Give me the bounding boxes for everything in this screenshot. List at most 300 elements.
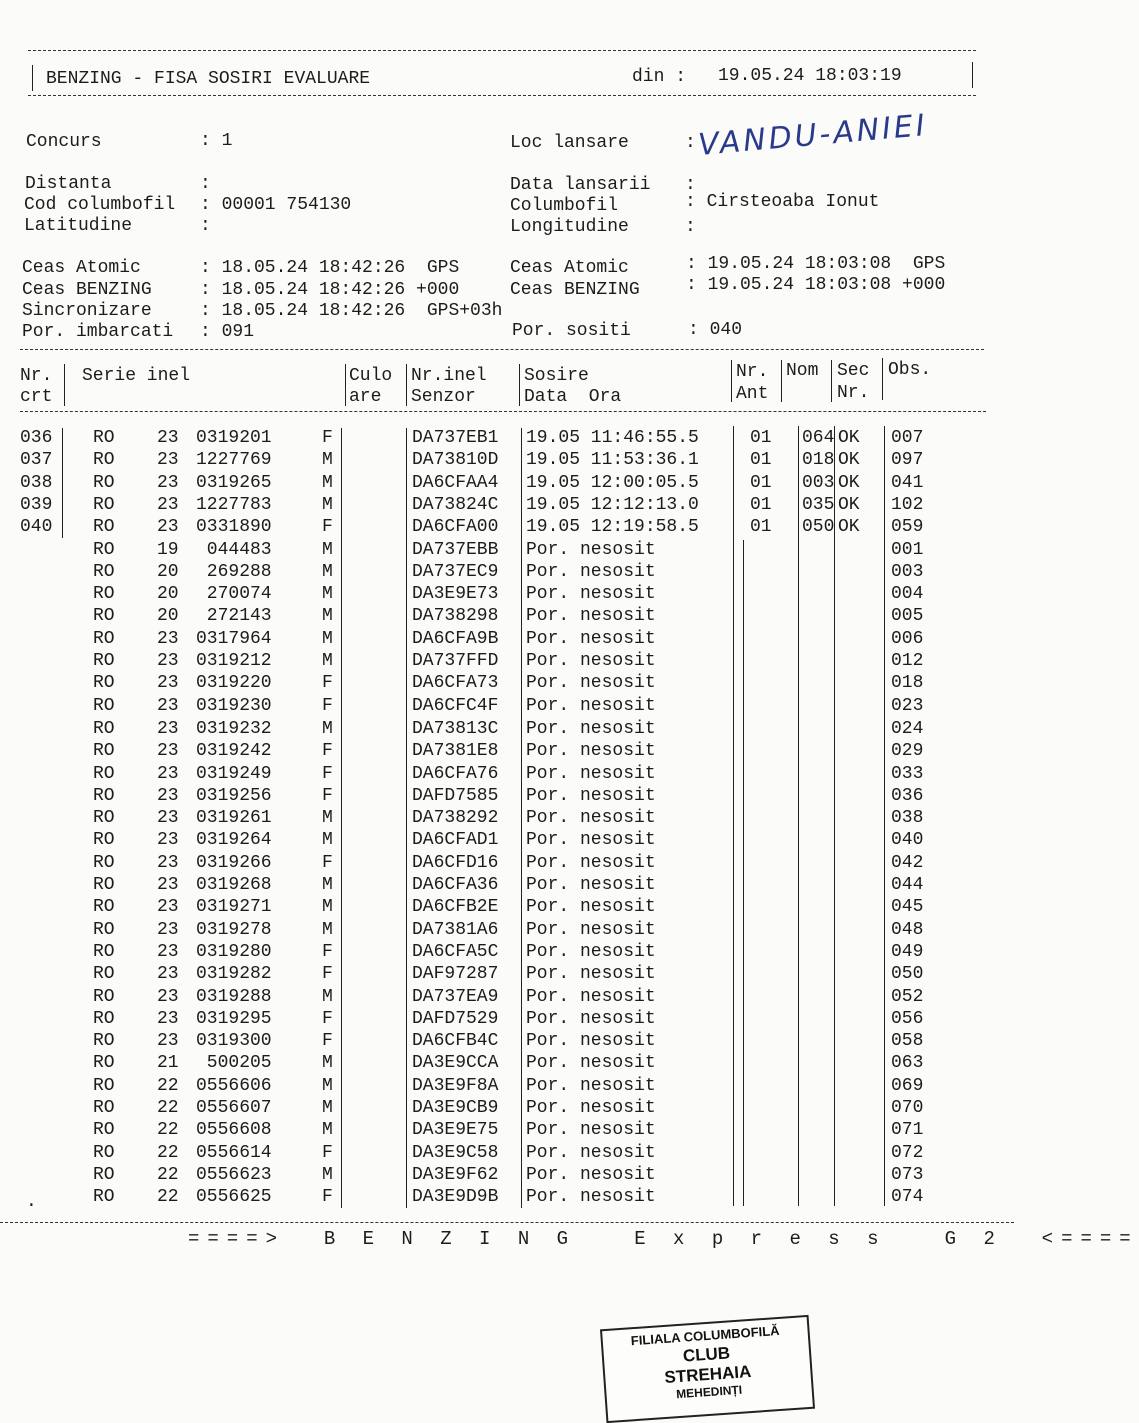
cell-tara: RO <box>93 897 115 918</box>
col-header-nr-inel: Nr.inel <box>411 366 487 386</box>
cell-sec: OK <box>838 450 860 471</box>
cell-sex: F <box>322 1187 333 1208</box>
table-row <box>0 473 1024 495</box>
col-header-senzor: Senzor <box>411 387 476 407</box>
table-row <box>0 1143 1024 1165</box>
cell-senzor: DA73824C <box>412 494 499 515</box>
cell-inel: 0556623 <box>196 1164 272 1185</box>
cell-obs: 069 <box>891 1075 924 1096</box>
club-stamp <box>600 1315 815 1423</box>
cell-tara: RO <box>93 718 115 739</box>
cell-sosire: Por. nesosit <box>526 718 656 739</box>
cell-senzor: DA3E9CCA <box>412 1053 499 1074</box>
cell-an: 23 <box>157 763 179 784</box>
cell-inel: 0319264 <box>196 830 272 851</box>
table-row <box>0 673 1024 695</box>
cell-tara: RO <box>93 875 115 895</box>
cell-sex: M <box>322 1053 333 1074</box>
cell-obs: 072 <box>891 1142 924 1163</box>
cell-obs: 040 <box>891 830 924 851</box>
cell-tara: RO <box>93 517 115 538</box>
cell-tara: RO <box>93 741 115 762</box>
cell-sosire: Por. nesosit <box>526 875 656 895</box>
cell-sosire: Por. nesosit <box>526 561 656 582</box>
cell-inel: 0319249 <box>196 763 272 784</box>
col-header-data-ora: Data Ora <box>524 387 622 407</box>
cell-sex: F <box>322 741 333 762</box>
cell-inel: 0319295 <box>196 1008 272 1029</box>
cell-inel: 044483 <box>196 539 272 560</box>
table-row <box>0 517 1024 539</box>
cell-tara: RO <box>93 919 115 940</box>
cod-columbofil-label: Cod columbofil <box>24 195 176 215</box>
cell-nom: 018 <box>802 450 835 471</box>
cell-sosire: Por. nesosit <box>526 1120 656 1141</box>
cell-sex: M <box>322 875 333 895</box>
cell-senzor: DA6CFB2E <box>412 897 499 918</box>
cell-inel: 1227769 <box>196 450 272 471</box>
table-row <box>0 428 1024 450</box>
table-row <box>0 942 1024 964</box>
col-header-nr-ant-2: Ant <box>736 384 769 404</box>
cell-an: 23 <box>157 986 179 1007</box>
cell-sosire: 19.05 11:53:36.1 <box>526 450 699 471</box>
cell-sosire: Por. nesosit <box>526 763 656 784</box>
table-row <box>0 1098 1024 1120</box>
cell-obs: 024 <box>891 718 924 739</box>
table-row <box>0 1076 1024 1098</box>
col-header-crt: crt <box>20 387 53 407</box>
cell-inel: 0319220 <box>196 673 272 694</box>
sincronizare-label: Sincronizare <box>22 301 152 321</box>
cell-inel: 269288 <box>196 561 272 582</box>
table-row <box>0 540 1024 562</box>
cell-an: 23 <box>157 651 179 671</box>
cell-an: 23 <box>157 830 179 851</box>
cell-an: 19 <box>157 539 179 560</box>
cell-sosire: Por. nesosit <box>526 852 656 873</box>
cell-an: 23 <box>157 718 179 739</box>
cell-sosire: Por. nesosit <box>526 897 656 918</box>
cell-senzor: DA73813C <box>412 718 499 739</box>
table-bottom-rule <box>0 1222 1014 1223</box>
cell-tara: RO <box>93 584 115 605</box>
cell-an: 22 <box>157 1187 179 1208</box>
cell-sex: M <box>322 1098 333 1118</box>
ceas-benzing-end-value: : 19.05.24 18:03:08 +000 <box>686 275 946 295</box>
cell-senzor: DA3E9E75 <box>412 1120 499 1141</box>
cell-tara: RO <box>93 472 115 493</box>
cell-sex: M <box>322 561 333 582</box>
cell-an: 22 <box>157 1164 179 1185</box>
cell-sex: M <box>322 606 333 627</box>
cell-obs: 044 <box>891 875 924 895</box>
table-row <box>0 764 1024 786</box>
sep-h-6 <box>781 360 782 402</box>
cell-obs: 056 <box>891 1008 924 1029</box>
cell-obs: 018 <box>891 673 924 694</box>
cell-tara: RO <box>93 606 115 627</box>
cell-inel: 0319271 <box>196 897 272 918</box>
col-header-sosire: Sosire <box>524 366 589 386</box>
cell-inel: 0319232 <box>196 718 272 739</box>
table-row <box>0 1031 1024 1053</box>
cell-senzor: DA73810D <box>412 450 499 471</box>
por-imbarcati-label: Por. imbarcati <box>22 322 174 342</box>
table-row <box>0 1053 1024 1075</box>
ceas-benzing-end-label: Ceas BENZING <box>510 280 640 300</box>
cell-senzor: DA6CFA73 <box>412 673 499 694</box>
header-top-rule <box>28 50 976 51</box>
cell-sex: F <box>322 1008 333 1029</box>
footer-brand: ====> B E N Z I N G E x p r e s s G 2 <==== <box>188 1228 1139 1250</box>
cell-obs: 023 <box>891 695 924 716</box>
cell-nr: 040 <box>20 517 53 538</box>
cell-sosire: Por. nesosit <box>526 1164 656 1185</box>
cell-sosire: Por. nesosit <box>526 606 656 627</box>
cell-an: 23 <box>157 695 179 716</box>
cell-sex: M <box>322 494 333 515</box>
table-row <box>0 853 1024 875</box>
ceas-atomic-start-label: Ceas Atomic <box>22 258 141 278</box>
cell-senzor: DA3E9D9B <box>412 1187 499 1208</box>
cell-an: 23 <box>157 741 179 762</box>
cell-obs: 071 <box>891 1120 924 1141</box>
cell-obs: 029 <box>891 741 924 762</box>
cell-nom: 050 <box>802 517 835 538</box>
cell-obs: 052 <box>891 986 924 1007</box>
report-date-label: din : <box>632 67 687 87</box>
sep-h-8 <box>882 358 883 400</box>
cell-obs: 006 <box>891 628 924 649</box>
cell-nr-ant: 01 <box>750 450 772 471</box>
cell-inel: 500205 <box>196 1053 272 1074</box>
cell-an: 22 <box>157 1098 179 1118</box>
cell-senzor: DA6CFA76 <box>412 763 499 784</box>
cell-sosire: Por. nesosit <box>526 584 656 605</box>
cell-sex: F <box>322 785 333 806</box>
cell-sex: F <box>322 695 333 716</box>
cell-tara: RO <box>93 539 115 560</box>
cell-senzor: DA7381A6 <box>412 919 499 940</box>
table-row <box>0 651 1024 673</box>
cell-sosire: Por. nesosit <box>526 1075 656 1096</box>
cell-obs: 033 <box>891 763 924 784</box>
loc-lansare-handwritten: VANDU-ANIEI <box>696 108 930 163</box>
cell-sex: M <box>322 539 333 560</box>
table-row <box>0 719 1024 741</box>
cell-tara: RO <box>93 428 115 448</box>
table-row <box>0 987 1024 1009</box>
cell-senzor: DA6CFD16 <box>412 852 499 873</box>
por-imbarcati-value: : 091 <box>200 322 255 342</box>
cell-tara: RO <box>93 673 115 694</box>
cell-nom: 003 <box>802 472 835 493</box>
col-header-culoare-2: are <box>349 387 382 407</box>
cell-nr: 039 <box>20 494 53 515</box>
cell-senzor: DA738298 <box>412 606 499 627</box>
cell-sec: OK <box>838 494 860 515</box>
cell-inel: 0319280 <box>196 941 272 962</box>
cell-inel: 0556607 <box>196 1098 272 1118</box>
cell-obs: 001 <box>891 539 924 560</box>
cell-senzor: DA738292 <box>412 808 499 829</box>
ceas-atomic-start-value: : 18.05.24 18:42:26 GPS <box>200 258 460 278</box>
cell-sex: M <box>322 584 333 605</box>
cell-senzor: DA3E9F8A <box>412 1075 499 1096</box>
cell-senzor: DA7381E8 <box>412 741 499 762</box>
cell-an: 23 <box>157 941 179 962</box>
cell-nr-ant: 01 <box>750 472 772 493</box>
bullet-mark: . <box>26 1192 37 1212</box>
table-row <box>0 875 1024 897</box>
cell-inel: 0319201 <box>196 428 272 448</box>
cell-an: 23 <box>157 897 179 918</box>
cell-sosire: Por. nesosit <box>526 941 656 962</box>
cell-senzor: DA6CFB4C <box>412 1031 499 1052</box>
cell-tara: RO <box>93 1031 115 1052</box>
cell-senzor: DA6CFAD1 <box>412 830 499 851</box>
data-lansarii-label: Data lansarii <box>510 175 651 195</box>
cell-an: 21 <box>157 1053 179 1074</box>
cell-sec: OK <box>838 428 860 448</box>
cell-an: 22 <box>157 1142 179 1163</box>
stamp-line-1: FILIALA COLUMBOFILĂ <box>630 1322 781 1349</box>
cell-an: 20 <box>157 561 179 582</box>
cell-sosire: Por. nesosit <box>526 1031 656 1052</box>
cell-sex: F <box>322 964 333 985</box>
col-header-culoare-1: Culo <box>349 366 393 386</box>
cell-senzor: DA737FFD <box>412 651 499 671</box>
cell-an: 23 <box>157 428 179 448</box>
cell-tara: RO <box>93 561 115 582</box>
cell-obs: 102 <box>891 494 924 515</box>
cell-an: 23 <box>157 808 179 829</box>
cell-inel: 1227783 <box>196 494 272 515</box>
cell-an: 20 <box>157 606 179 627</box>
cell-obs: 045 <box>891 897 924 918</box>
cell-nr: 036 <box>20 428 53 448</box>
cell-tara: RO <box>93 1008 115 1029</box>
cell-sex: M <box>322 1164 333 1185</box>
cell-obs: 070 <box>891 1098 924 1118</box>
cell-tara: RO <box>93 986 115 1007</box>
cell-inel: 0317964 <box>196 628 272 649</box>
cell-obs: 012 <box>891 651 924 671</box>
cell-inel: 0319282 <box>196 964 272 985</box>
cell-sosire: Por. nesosit <box>526 673 656 694</box>
cell-tara: RO <box>93 651 115 671</box>
cell-senzor: DA3E9E73 <box>412 584 499 605</box>
header-bottom-rule <box>28 95 976 96</box>
cell-sex: M <box>322 986 333 1007</box>
cell-sex: M <box>322 718 333 739</box>
cell-senzor: DA737EB1 <box>412 428 499 448</box>
data-lansarii-value: : <box>685 175 696 195</box>
sep-h-5 <box>731 360 732 402</box>
cell-tara: RO <box>93 1142 115 1163</box>
table-row <box>0 808 1024 830</box>
loc-lansare-label: Loc lansare <box>510 133 629 153</box>
ceas-benzing-start-label: Ceas BENZING <box>22 280 152 300</box>
cell-sosire: Por. nesosit <box>526 808 656 829</box>
table-row <box>0 920 1024 942</box>
cell-obs: 048 <box>891 919 924 940</box>
cell-sex: F <box>322 852 333 873</box>
cell-sex: M <box>322 1075 333 1096</box>
cell-sosire: Por. nesosit <box>526 1053 656 1074</box>
cell-sosire: Por. nesosit <box>526 986 656 1007</box>
ceas-atomic-end-value: : 19.05.24 18:03:08 GPS <box>686 254 946 274</box>
cell-senzor: DAFD7585 <box>412 785 499 806</box>
cell-tara: RO <box>93 852 115 873</box>
sep-h-3 <box>406 364 407 406</box>
cell-inel: 0319230 <box>196 695 272 716</box>
cell-an: 23 <box>157 964 179 985</box>
cell-senzor: DA737EC9 <box>412 561 499 582</box>
cell-inel: 0331890 <box>196 517 272 538</box>
cell-an: 23 <box>157 919 179 940</box>
cell-an: 23 <box>157 517 179 538</box>
cell-an: 23 <box>157 673 179 694</box>
cell-sex: M <box>322 919 333 940</box>
cell-obs: 042 <box>891 852 924 873</box>
cell-an: 23 <box>157 494 179 515</box>
cell-obs: 036 <box>891 785 924 806</box>
table-row <box>0 606 1024 628</box>
sincronizare-value: : 18.05.24 18:42:26 GPS+03h <box>200 301 503 321</box>
cell-sosire: Por. nesosit <box>526 785 656 806</box>
cell-tara: RO <box>93 1164 115 1185</box>
table-row <box>0 897 1024 919</box>
cell-inel: 0319265 <box>196 472 272 493</box>
sep-h-7 <box>831 360 832 402</box>
table-row <box>0 786 1024 808</box>
table-row <box>0 696 1024 718</box>
cell-inel: 270074 <box>196 584 272 605</box>
sep-h-1 <box>64 364 65 406</box>
cell-sex: F <box>322 763 333 784</box>
cell-sosire: 19.05 12:00:05.5 <box>526 472 699 493</box>
cell-sosire: Por. nesosit <box>526 539 656 560</box>
cell-obs: 049 <box>891 941 924 962</box>
cell-inel: 0556606 <box>196 1075 272 1096</box>
cell-inel: 0556625 <box>196 1187 272 1208</box>
table-header-rule <box>20 411 986 412</box>
cell-sex: M <box>322 450 333 471</box>
header-left-bar <box>32 65 33 91</box>
cell-sec: OK <box>838 517 860 538</box>
cell-inel: 0319300 <box>196 1031 272 1052</box>
cell-obs: 058 <box>891 1031 924 1052</box>
table-row <box>0 1009 1024 1031</box>
sep-h-2 <box>345 364 346 406</box>
cell-tara: RO <box>93 1075 115 1096</box>
table-row <box>0 741 1024 763</box>
cell-sex: M <box>322 628 333 649</box>
latitudine-value: : <box>200 216 211 236</box>
cell-sex: M <box>322 1120 333 1141</box>
cell-senzor: DA6CFA5C <box>412 941 499 962</box>
cell-inel: 272143 <box>196 606 272 627</box>
cell-nr: 037 <box>20 450 53 471</box>
cell-inel: 0319288 <box>196 986 272 1007</box>
cell-tara: RO <box>93 1098 115 1118</box>
cell-obs: 038 <box>891 808 924 829</box>
latitudine-label: Latitudine <box>24 216 133 236</box>
cell-obs: 003 <box>891 561 924 582</box>
longitudine-label: Longitudine <box>510 217 629 237</box>
cell-nom: 035 <box>802 494 835 515</box>
cell-obs: 073 <box>891 1164 924 1185</box>
cell-nr: 038 <box>20 472 53 493</box>
cell-obs: 005 <box>891 606 924 627</box>
cell-tara: RO <box>93 450 115 471</box>
cell-tara: RO <box>93 964 115 985</box>
cell-obs: 097 <box>891 450 924 471</box>
longitudine-value: : <box>685 217 696 237</box>
cell-sosire: Por. nesosit <box>526 919 656 940</box>
cell-inel: 0319278 <box>196 919 272 940</box>
cell-sex: M <box>322 897 333 918</box>
cell-sex: M <box>322 651 333 671</box>
distanta-value: : <box>200 174 211 194</box>
cell-obs: 074 <box>891 1187 924 1208</box>
cell-nom: 064 <box>802 428 835 448</box>
cell-sosire: Por. nesosit <box>526 628 656 649</box>
cell-sosire: 19.05 12:12:13.0 <box>526 494 699 515</box>
cell-sosire: Por. nesosit <box>526 830 656 851</box>
cell-inel: 0319261 <box>196 808 272 829</box>
cell-tara: RO <box>93 830 115 851</box>
columbofil-value: : Cirsteoaba Ionut <box>685 192 880 212</box>
report-title: BENZING - FISA SOSIRI EVALUARE <box>46 69 371 89</box>
cell-senzor: DA6CFC4F <box>412 695 499 716</box>
cell-tara: RO <box>93 1053 115 1074</box>
cell-sex: F <box>322 673 333 694</box>
cell-senzor: DA3E9C58 <box>412 1142 499 1163</box>
table-row <box>0 562 1024 584</box>
cell-tara: RO <box>93 1120 115 1141</box>
cell-tara: RO <box>93 1187 115 1208</box>
cell-sosire: Por. nesosit <box>526 1142 656 1163</box>
col-header-sec-nr: Nr. <box>837 383 870 403</box>
cell-an: 23 <box>157 1031 179 1052</box>
col-header-obs: Obs. <box>888 360 932 380</box>
cell-tara: RO <box>93 763 115 784</box>
cell-an: 23 <box>157 628 179 649</box>
table-top-rule <box>20 349 984 350</box>
por-sositi-value: : 040 <box>688 320 743 340</box>
cell-senzor: DA737EA9 <box>412 986 499 1007</box>
concurs-value: : 1 <box>200 131 233 151</box>
cell-senzor: DA737EBB <box>412 539 499 560</box>
cell-inel: 0319268 <box>196 875 272 895</box>
cell-obs: 063 <box>891 1053 924 1074</box>
col-header-sec: Sec <box>837 361 870 381</box>
cell-senzor: DAFD7529 <box>412 1008 499 1029</box>
cell-sosire: 19.05 11:46:55.5 <box>526 428 699 448</box>
cell-inel: 0556614 <box>196 1142 272 1163</box>
cell-tara: RO <box>93 695 115 716</box>
cell-sosire: Por. nesosit <box>526 651 656 671</box>
cell-sec: OK <box>838 472 860 493</box>
cell-inel: 0556608 <box>196 1120 272 1141</box>
cell-sosire: Por. nesosit <box>526 1098 656 1118</box>
cell-an: 23 <box>157 785 179 806</box>
col-header-serie-inel: Serie inel <box>82 366 191 386</box>
stamp-line-4: MEHEDINȚI <box>675 1382 743 1402</box>
